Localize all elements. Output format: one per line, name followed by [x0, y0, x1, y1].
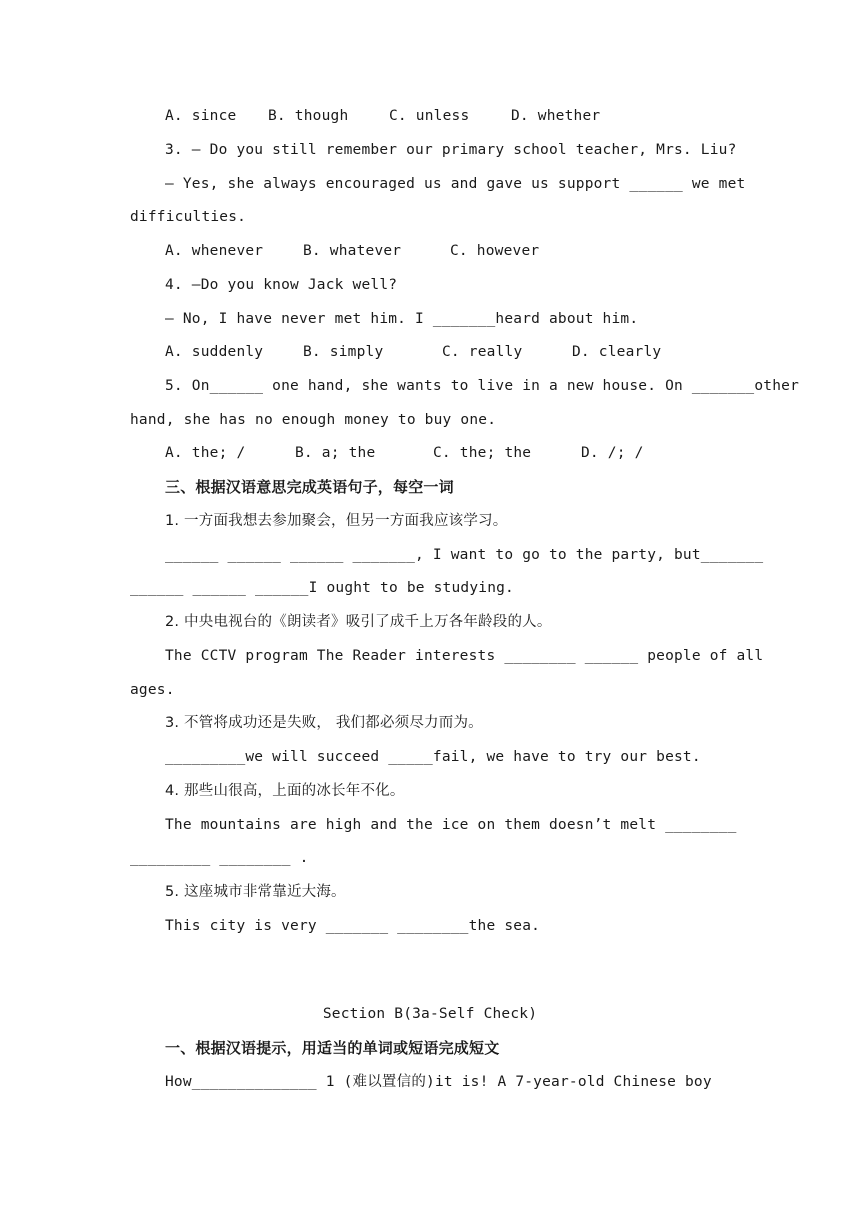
option-d: D. clearly [572, 344, 662, 360]
item1-english-line1: ______ ______ ______ _______, I want to go to the party, but_______ [165, 547, 764, 563]
item1-english-line2: ______ ______ ______I ought to be studying. [130, 580, 514, 596]
item2-chinese: 2. 中央电视台的《朗读者》吸引了成千上万各年龄段的人。 [165, 614, 552, 630]
q5-options [165, 443, 644, 463]
option-c: C. the; the [433, 445, 532, 461]
q4-line2: — No, I have never met him. I _______heard about him. [165, 311, 639, 327]
item3-english-line1: _________we will succeed _____fail, we have to try our best. [165, 749, 701, 765]
item5-chinese: 5. 这座城市非常靠近大海。 [165, 884, 346, 900]
q2-options [165, 106, 600, 126]
option-a: A. since [165, 108, 237, 124]
item3-chinese: 3. 不管将成功还是失败， 我们都必须尽力而为。 [165, 715, 483, 731]
option-b: B. though [268, 108, 349, 124]
option-c: C. however [450, 243, 540, 259]
item4-chinese: 4. 那些山很高，上面的冰长年不化。 [165, 783, 405, 799]
item4-english-line2: _________ ________ . [130, 850, 309, 866]
q3-line3: difficulties. [130, 209, 247, 225]
q3-line2: — Yes, she always encouraged us and gave us support ______ we met [165, 176, 746, 192]
item4-english-line1: The mountains are high and the ice on them doesn’t melt ________ [165, 817, 737, 833]
option-c: C. unless [389, 108, 470, 124]
item1-chinese: 1. 一方面我想去参加聚会，但另一方面我应该学习。 [165, 513, 508, 529]
q4-options [165, 342, 661, 362]
option-a: A. whenever [165, 243, 264, 259]
option-a: A. the; / [165, 445, 246, 461]
item5-english-line1: This city is very _______ ________the sea. [165, 918, 541, 934]
option-b: B. a; the [295, 445, 376, 461]
option-a: A. suddenly [165, 344, 264, 360]
option-b: B. simply [303, 344, 384, 360]
option-d: D. /; / [581, 445, 644, 461]
q4-line1: 4. —Do you know Jack well? [165, 277, 398, 293]
option-d: D. whether [511, 108, 601, 124]
q5-line1: 5. On______ one hand, she wants to live in a new house. On _______other [165, 378, 800, 394]
option-c: C. really [442, 344, 523, 360]
item2-english-line1: The CCTV program The Reader interests ________ ______ people of all [165, 648, 764, 664]
section-b-heading: 一、根据汉语提示，用适当的单词或短语完成短文 [165, 1039, 500, 1057]
item2-english-line2: ages. [130, 682, 175, 698]
section-b-title: Section B(3a-Self Check) [322, 1006, 538, 1022]
q3-line1: 3. — Do you still remember our primary school teacher, Mrs. Liu? [165, 142, 737, 158]
q5-line2: hand, she has no enough money to buy one. [130, 412, 497, 428]
option-b: B. whatever [303, 243, 402, 259]
q3-options [165, 241, 539, 261]
section-b-line1: How______________ 1 (难以置信的)it is! A 7-year-old Chinese boy [165, 1074, 712, 1090]
section-heading-part3: 三、根据汉语意思完成英语句子，每空一词 [165, 478, 454, 496]
